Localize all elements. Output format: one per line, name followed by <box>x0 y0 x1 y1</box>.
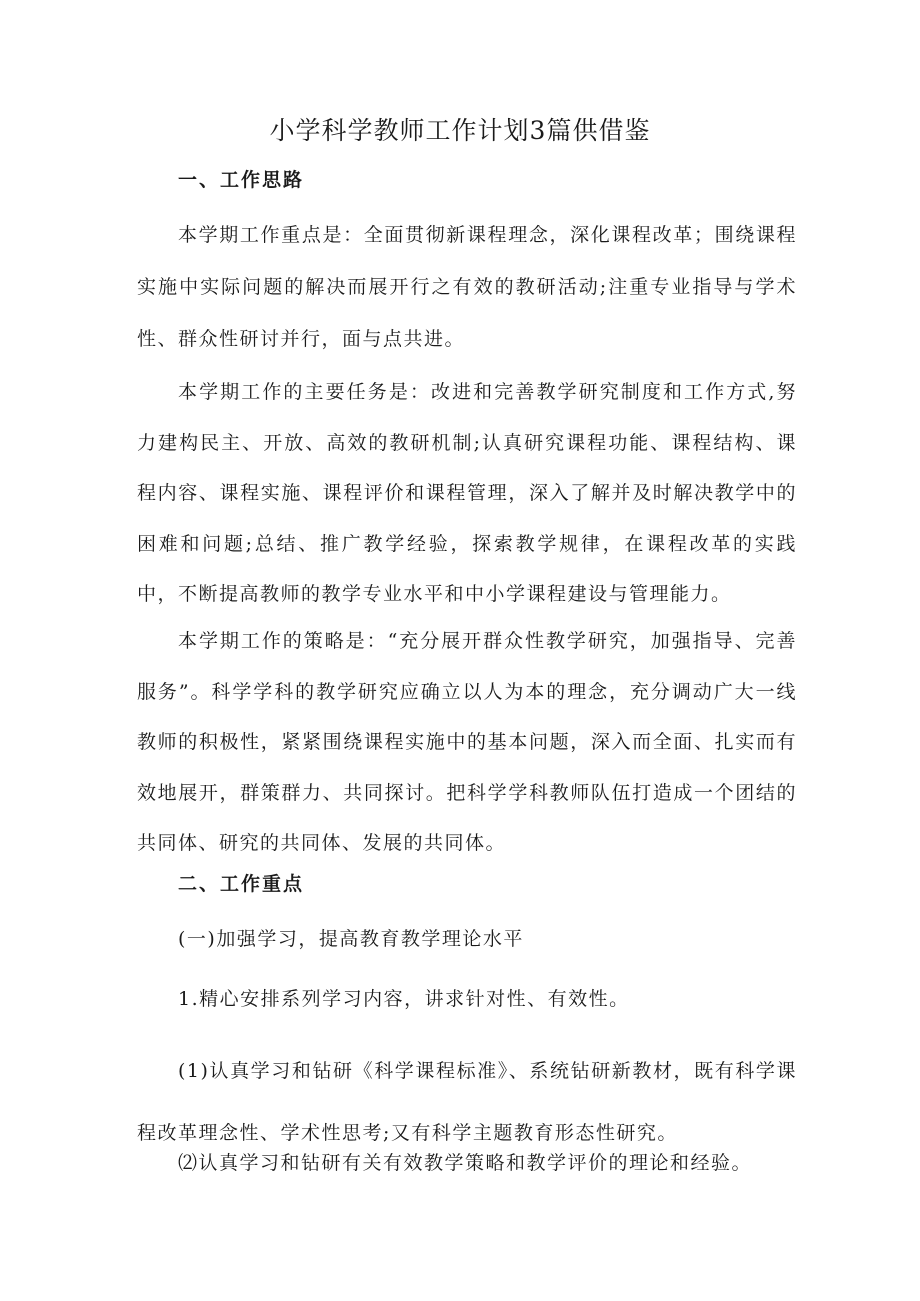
list-item-1: 1.精心安排系列学习内容，讲求针对性、有效性。 <box>178 988 630 1010</box>
paragraph-main-tasks: 本学期工作的主要任务是：改进和完善教学研究制度和工作方式,努力建构民主、开放、高效的教研机制;认真研究课程功能、课程结构、课程内容、课程实施、课程评价和课程管理，深入了解并及时解决教学中的困难和问题;总结、推广教学经验，探索教学规律，在课程改革的实践中，不断提高教师的教学专业水平和中小学课程建设与管理能力。 <box>137 381 797 605</box>
list-item-1-1: (1)认真学习和钻研《科学课程标准》、系统钻研新教材，既有科学课程改革理念性、学术性思考;又有科学主题教育形态性研究。 <box>137 1060 797 1144</box>
paragraph-strategy: 本学期工作的策略是：“充分展开群众性教学研究，加强指导、完善服务”。科学学科的教学研究应确立以人为本的理念，充分调动广大一线教师的积极性，紧紧围绕课程实施中的基本问题，深入而全面、扎实而有效地展开，群策群力、共同探讨。把科学学科教师队伍打造成一个团结的共同体、研究的共同体、发展的共同体。 <box>137 630 797 854</box>
document-title: 小学科学教师工作计划3篇供借鉴 <box>269 116 651 145</box>
subheading-study: (一)加强学习，提高教育教学理论水平 <box>178 928 524 950</box>
list-item-1-2: ⑵认真学习和钻研有关有效教学策略和教学评价的理论和经验。 <box>178 1152 753 1174</box>
section-heading-1: 一、工作思路 <box>178 169 305 191</box>
section-heading-2: 二、工作重点 <box>178 873 305 895</box>
paragraph-work-focus: 本学期工作重点是：全面贯彻新课程理念，深化课程改革；围绕课程实施中实际问题的解决而展开行之有效的教研活动;注重专业指导与学术性、群众性研讨并行，面与点共进。 <box>137 224 797 350</box>
